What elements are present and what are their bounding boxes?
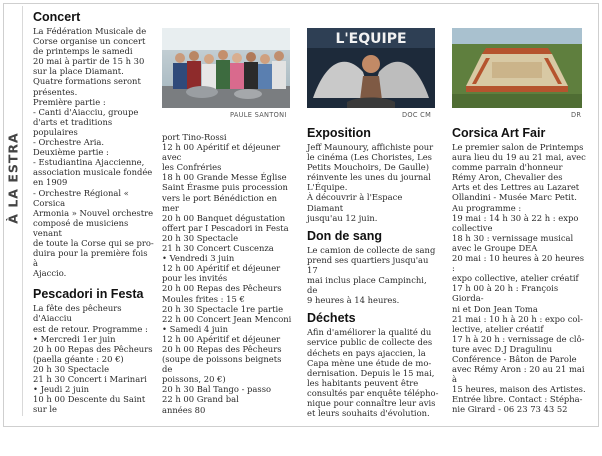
program-line: 20 h 30 Spectacle 1re partie: [162, 303, 284, 314]
corsica-art-fair-line: Arts et des Lettres au Lazaret: [452, 182, 580, 193]
dechets-line: Afin d'améliorer la qualité du: [307, 327, 432, 338]
corsica-art-fair-line: 19 mai : 14 h 30 à 22 h : expo: [452, 212, 579, 223]
program-line: poissons, 20 €): [162, 374, 226, 385]
dechets-line: et leurs souhaits d'évolution.: [307, 408, 430, 419]
exposition-line: réinvente les unes du journal: [307, 172, 431, 183]
program-line: 20 h 00 Repas des Pêcheurs: [162, 283, 282, 294]
program-line: pour les invités: [162, 273, 228, 284]
program-line: 20 h 00 Banquet dégustation: [162, 212, 286, 223]
don-de-sang-line: mai inclus place Campinchi, de: [307, 275, 427, 296]
corsica-art-fair-line: Ollandini - Musée Marc Petit.: [452, 192, 577, 203]
photo-credit-1: PAULE SANTONI: [230, 111, 287, 119]
pescadori-line: • Mercredi 1er juin: [33, 333, 116, 344]
dechets-line: nique pour connaître leur avis: [307, 397, 436, 408]
program-line: 22 h 00 Grand bal: [162, 394, 239, 405]
exposition-line: Petits Mouchoirs, De Gaulle): [307, 162, 430, 173]
concert-line: association musicale fondée: [33, 167, 153, 178]
corsica-art-fair-line: 21 mai : 10 h à 20 h : expo col-: [452, 313, 583, 324]
corsica-art-fair-line: 18 h 30 : vernissage musical: [452, 232, 574, 243]
poster-headline: L'EQUIPE: [335, 31, 407, 47]
concert-line: Deuxième partie :: [33, 147, 109, 158]
don-de-sang-title: Don de sang: [307, 228, 383, 243]
program-line: port Tino-Rossi: [162, 132, 227, 142]
program-line: • Samedi 4 juin: [162, 323, 228, 334]
section-label: À LA ESTRA: [5, 132, 21, 224]
corsica-art-fair-line: avec le Groupe DEA: [452, 242, 538, 253]
concert-line: - Orchestre Régional « Corsica: [33, 187, 129, 208]
pescadori-line: La fête des pêcheurs d'Aiacciu: [33, 303, 122, 324]
photo-lazaret: [452, 28, 582, 108]
exposition-line: jusqu'au 12 juin.: [307, 212, 378, 223]
pescadori-line: 10 h 00 Descente du Saint sur le: [33, 394, 146, 415]
section-divider: [22, 6, 23, 416]
program-line: 20 h 30 Bal Tango - passo: [162, 384, 272, 395]
concert-line: duira pour la première fois à: [33, 248, 148, 269]
lazaret-aerial-image: [452, 28, 582, 108]
corsica-art-fair-line: ture avec D.J Dragulinu: [452, 343, 553, 354]
exposition-line: À découvrir à l'Espace Diamant: [307, 192, 403, 213]
exposition-title: Exposition: [307, 126, 371, 140]
pescadori-body: [33, 303, 155, 414]
concert-body: [33, 26, 155, 278]
program-line: Moules frites : 15 €: [162, 293, 245, 304]
dechets-body: [307, 327, 439, 418]
column-1: [33, 10, 155, 414]
concert-line: de printemps le samedi: [33, 46, 133, 57]
pescadori-line: 20 h 00 Repas des Pêcheurs: [33, 343, 153, 354]
program-line: • Vendredi 3 juin: [162, 253, 235, 264]
dechets-line: service public de collecte des: [307, 337, 433, 348]
concert-title: Concert: [33, 10, 81, 24]
concert-line: - Orchestre Aria.: [33, 137, 105, 148]
corsica-art-fair-body: [452, 142, 586, 415]
don-de-sang-body: [307, 245, 439, 306]
concert-line: composé de musiciens venant: [33, 217, 129, 238]
corsica-art-fair-line: Au programme :: [452, 202, 522, 213]
don-de-sang-line: Le camion de collecte de sang: [307, 244, 436, 255]
program-line: 21 h 30 Concert Cuscenza: [162, 243, 274, 254]
corsica-art-fair-line: Conférence - Bâton de Parole: [452, 353, 577, 364]
concert-line: en 1909: [33, 177, 68, 188]
column-2: [162, 132, 294, 415]
program-line: 20 h 00 Repas des Pêcheurs: [162, 343, 282, 354]
program-line: (soupe de poissons beignets de: [162, 354, 282, 375]
corsica-art-fair-line: 15 heures, maison des Artistes.: [452, 384, 586, 395]
corsica-art-fair-line: comme parrain d'honneur: [452, 162, 563, 173]
dechets-title: Déchets: [307, 311, 356, 326]
pescadori-line: (paella géante : 20 €): [33, 353, 124, 364]
corsica-art-fair-line: avec Rémy Aron : 20 au 21 mai à: [452, 364, 585, 385]
program-line: offert par I Pescadori in Festa: [162, 222, 289, 233]
exposition-body: [307, 142, 439, 223]
concert-line: - Canti d'Aiacciu, groupe: [33, 106, 139, 117]
corsica-art-fair-title: Corsica Art Fair: [452, 126, 546, 140]
pescadori-line: • Jeudi 2 juin: [33, 384, 90, 395]
corsica-art-fair-line: Rémy Aron, Chevalier des: [452, 172, 563, 183]
pescadori-line: est de retour. Programme :: [33, 323, 148, 334]
corsica-art-fair-line: lective, atelier créatif: [452, 323, 544, 334]
concert-line: d'arts et traditions populaires: [33, 116, 113, 137]
concert-line: Première partie :: [33, 96, 106, 107]
corsica-art-fair-line: 20 mai : 10 heures à 20 heures :: [452, 253, 585, 274]
concert-line: présentes.: [33, 86, 78, 97]
pescadori-line: 20 h 30 Spectacle: [33, 363, 110, 374]
concert-line: sur la place Diamant.: [33, 66, 124, 77]
corsica-art-fair-line: ni et Don Jean Toma: [452, 303, 538, 314]
corsica-art-fair-line: collective: [452, 222, 493, 233]
don-de-sang-line: 9 heures à 14 heures.: [307, 295, 400, 306]
corsica-art-fair-line: Entrée libre. Contact : Stépha-: [452, 394, 583, 405]
corsica-art-fair-line: 17 h à 20 h : vernissage de clô-: [452, 333, 585, 344]
corsica-art-fair-line: aura lieu du 19 au 21 mai, avec: [452, 152, 586, 163]
program-line: années 80: [162, 404, 206, 415]
program-line: 22 h 00 Concert Jean Menconi: [162, 313, 292, 324]
concert-line: de toute la Corse qui se pro-: [33, 237, 154, 248]
pescadori-title: Pescadori in Festa: [33, 287, 144, 302]
photo-credit-2: DOC CM: [402, 111, 432, 119]
concert-line: 20 mai à partir de 15 h 30: [33, 56, 145, 67]
exposition-line: Jeff Maunoury, affichiste pour: [307, 142, 434, 152]
photo-poster: [307, 28, 435, 108]
concert-line: La Fédération Musicale de: [33, 26, 147, 36]
program-body: [162, 132, 294, 415]
program-line: 12 h 00 Apéritif et déjeuner: [162, 263, 281, 274]
corsica-art-fair-line: Le premier salon de Printemps: [452, 142, 584, 152]
program-line: Saint Érasme puis procession: [162, 182, 288, 193]
concert-line: - Estudiantina Ajaccienne,: [33, 157, 145, 168]
dechets-line: consultés par enquête télépho-: [307, 387, 439, 398]
concert-line: Quatre formations seront: [33, 76, 141, 87]
program-line: 12 h 00 Apéritif et déjeuner: [162, 333, 281, 344]
photo-credit-3: DR: [571, 111, 582, 119]
program-line: les Confréries: [162, 162, 222, 173]
dechets-line: déchets en pays ajaccien, la: [307, 347, 426, 358]
program-line: 12 h 00 Apéritif et déjeuner avec: [162, 142, 281, 163]
festival-group-image: [162, 28, 290, 108]
don-de-sang-line: prend ses quartiers jusqu'au 17: [307, 254, 429, 275]
dechets-line: les habitants peuvent être: [307, 377, 419, 388]
concert-line: Armonia » Nouvel orchestre: [33, 207, 154, 218]
program-line: 18 h 00 Grande Messe Église: [162, 172, 287, 183]
program-line: vers le port Bénédiction en mer: [162, 192, 278, 213]
dechets-line: Capa mène une étude de mo-: [307, 357, 432, 368]
poster-image: [307, 28, 435, 108]
concert-line: Corse organise un concert: [33, 36, 146, 47]
photo-festival-group: [162, 28, 290, 108]
dechets-line: dernisation. Depuis le 15 mai,: [307, 367, 435, 378]
exposition-line: L'Équipe.: [307, 182, 348, 193]
column-4: [452, 126, 586, 415]
corsica-art-fair-line: expo collective, atelier créatif: [452, 273, 579, 284]
pescadori-line: 21 h 30 Concert i Marinari: [33, 374, 147, 384]
concert-line: Ajaccio.: [33, 268, 67, 279]
program-line: 20 h 30 Spectacle: [162, 232, 239, 243]
corsica-art-fair-line: nie Girard - 06 23 73 43 52: [452, 404, 568, 415]
column-3: [307, 126, 439, 418]
corsica-art-fair-line: 17 h 00 à 20 h : François Giorda-: [452, 283, 559, 304]
exposition-line: le cinéma (Les Choristes, Les: [307, 152, 432, 163]
